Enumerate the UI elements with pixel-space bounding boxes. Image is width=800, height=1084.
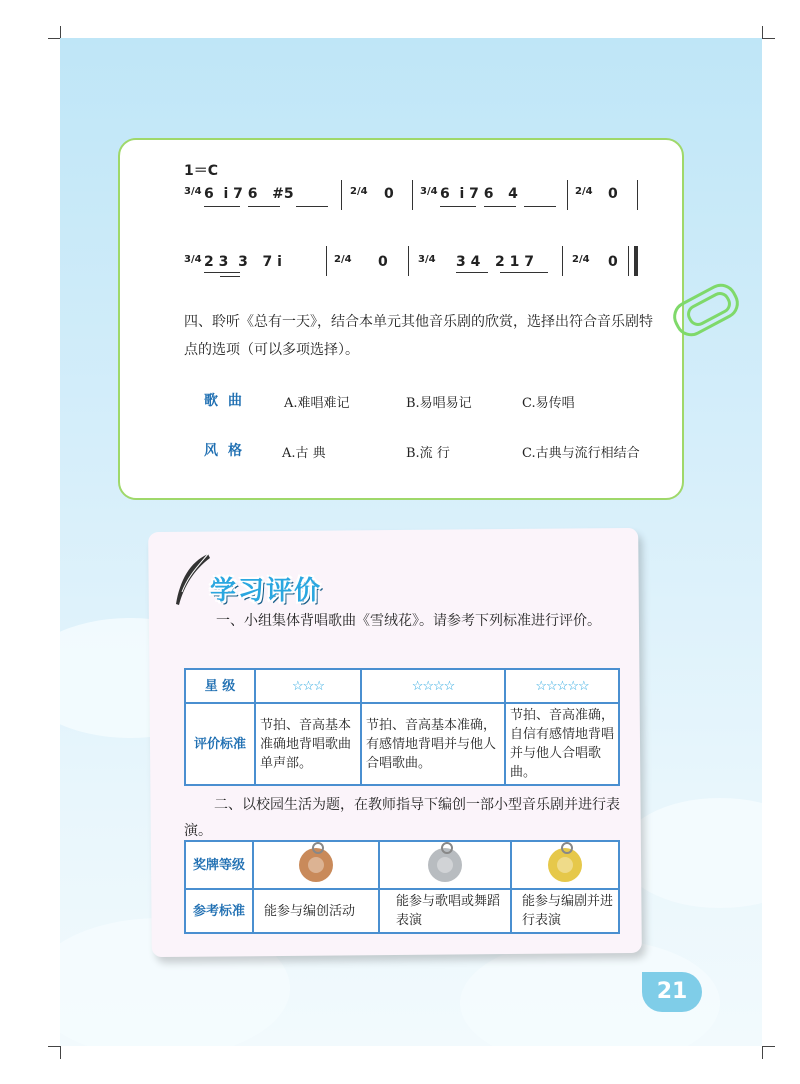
measure: 2 3 3 7 i <box>204 254 282 270</box>
beam-line <box>440 206 476 207</box>
row-label-reference: 参考标准 <box>185 889 253 933</box>
page-number: 21 <box>642 972 702 1012</box>
barline <box>412 180 413 210</box>
beam-line <box>296 206 328 207</box>
row-label-stars: 星 级 <box>185 669 255 703</box>
crop-mark <box>762 1046 775 1059</box>
measure: 6 i 7 6 #5 <box>204 186 294 202</box>
barline <box>637 180 638 210</box>
gold-medal-icon <box>548 848 582 882</box>
time-signature: 2/4 <box>572 254 590 265</box>
silver-medal-icon <box>428 848 462 882</box>
barline <box>628 246 629 276</box>
crop-mark <box>48 1046 61 1059</box>
reference-cell: 能参与编创活动 <box>253 889 379 933</box>
key-signature: 1＝C <box>184 163 219 179</box>
measure: 0 <box>608 254 618 270</box>
silver-medal-cell <box>379 841 511 889</box>
evaluation-item: 二、以校园生活为题，在教师指导下编创一部小型音乐剧并进行表演。 <box>184 797 620 839</box>
crop-mark <box>762 26 775 39</box>
star-rating-5: ☆☆☆☆☆ <box>505 669 619 703</box>
barline <box>562 246 563 276</box>
bronze-medal-cell <box>253 841 379 889</box>
time-signature: 2/4 <box>334 254 352 265</box>
beam-line <box>248 206 280 207</box>
measure: 3 4 2 1 7 <box>456 254 534 270</box>
beam-line <box>456 272 488 273</box>
measure: 0 <box>384 186 394 202</box>
medal-table <box>184 840 620 934</box>
option: A.古 典 <box>282 446 326 461</box>
reference-cell: 能参与编剧并进行表演 <box>511 889 619 933</box>
beam-line <box>500 272 548 273</box>
option: B.易唱易记 <box>406 396 472 411</box>
option: C.易传唱 <box>522 396 575 411</box>
option-row-label: 歌曲 <box>204 393 252 409</box>
criteria-cell: 节拍、音高准确，自信有感情地背唱并与他人合唱歌曲。 <box>505 703 619 785</box>
beam-line <box>484 206 516 207</box>
bronze-medal-icon <box>299 848 333 882</box>
beam-line <box>220 276 240 277</box>
criteria-cell: 节拍、音高基本准确地背唱歌曲单声部。 <box>255 703 361 785</box>
beam-line <box>204 272 240 273</box>
star-rating-3: ☆☆☆ <box>255 669 361 703</box>
time-signature: 2/4 <box>350 186 368 197</box>
section-title: 学习评价 <box>210 576 323 606</box>
row-label-criteria: 评价标准 <box>185 703 255 785</box>
measure: 6 i 7 6 4 <box>440 186 518 202</box>
time-signature: 3/4 <box>418 254 436 265</box>
row-label-medal: 奖牌等级 <box>185 841 253 889</box>
beam-line <box>204 206 240 207</box>
gold-medal-cell <box>511 841 619 889</box>
criteria-cell: 节拍、音高基本准确，有感情地背唱并与他人合唱歌曲。 <box>361 703 505 785</box>
beam-line <box>524 206 556 207</box>
time-signature: 3/4 <box>184 186 202 197</box>
star-rating-4: ☆☆☆☆ <box>361 669 505 703</box>
time-signature: 3/4 <box>420 186 438 197</box>
star-rating-table <box>184 668 620 786</box>
barline <box>567 180 568 210</box>
barline <box>326 246 327 276</box>
quill-icon <box>170 552 214 608</box>
measure: 0 <box>378 254 388 270</box>
reference-cell: 能参与歌唱或舞蹈表演 <box>379 889 511 933</box>
measure: 0 <box>608 186 618 202</box>
final-barline <box>634 246 638 276</box>
option: C.古典与流行相结合 <box>522 446 640 461</box>
barline <box>408 246 409 276</box>
barline <box>341 180 342 210</box>
option: B.流 行 <box>406 446 450 461</box>
question-text: 四、聆听《总有一天》，结合本单元其他音乐剧的欣赏，选择出符合音乐剧特点的选项（可以多项选择）。 <box>184 314 653 358</box>
option: A.难唱难记 <box>284 396 350 411</box>
time-signature: 2/4 <box>575 186 593 197</box>
evaluation-item: 一、小组集体背唱歌曲《雪绒花》。请参考下列标准进行评价。 <box>216 613 601 629</box>
option-row-label: 风格 <box>204 443 252 459</box>
time-signature: 3/4 <box>184 254 202 265</box>
